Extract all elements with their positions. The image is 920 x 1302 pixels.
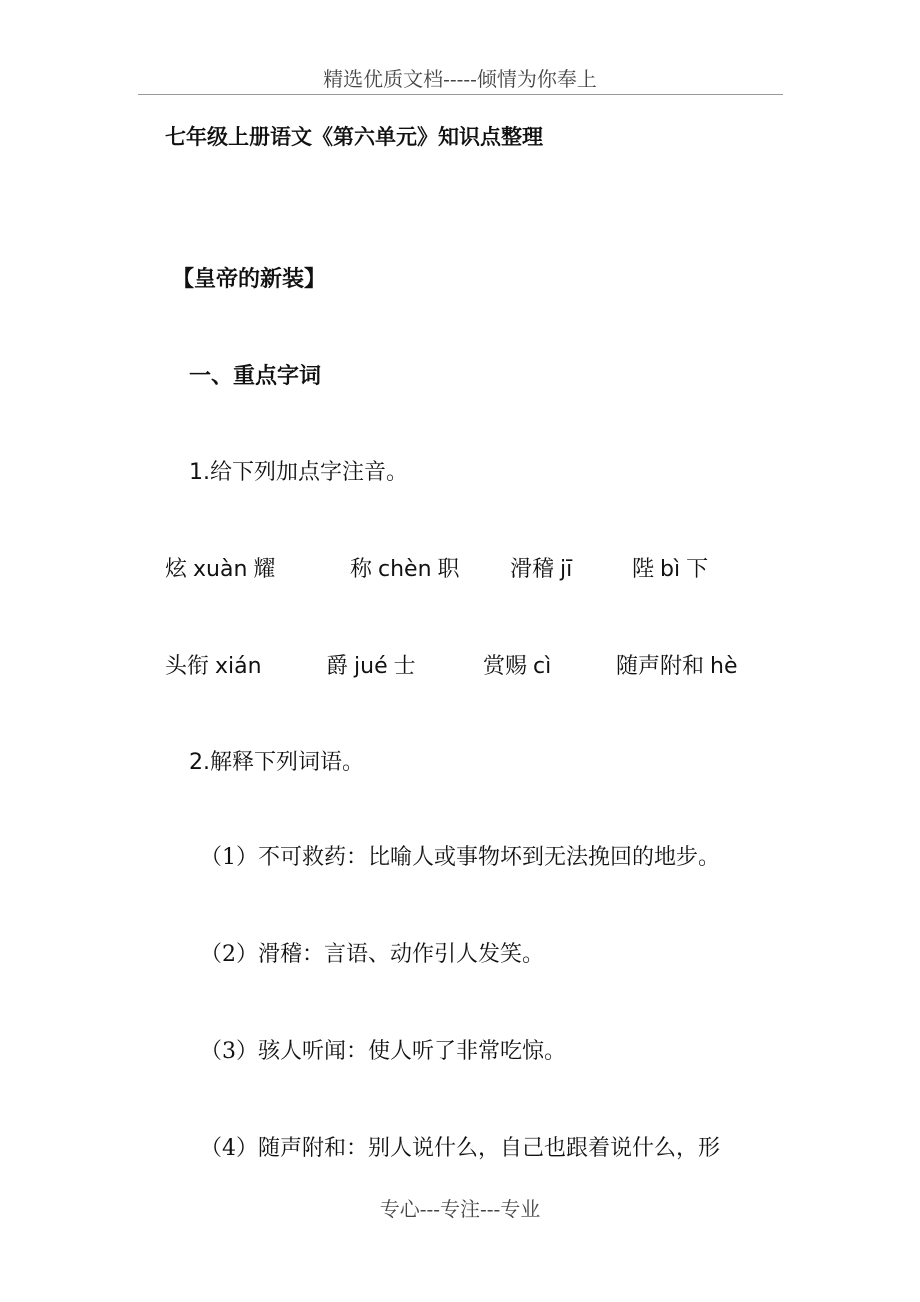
vocab-item — [326, 650, 416, 684]
pinyin: hè — [710, 654, 738, 679]
pinyin: jué — [354, 654, 388, 679]
pinyin: bì — [660, 557, 681, 582]
vocab-item — [483, 650, 557, 684]
question-1 — [189, 457, 408, 489]
question-1-text: 给下列加点字注音。 — [210, 460, 409, 485]
question-2-number: 2. — [189, 750, 210, 775]
definition-number: （3） — [200, 1039, 258, 1064]
page-footer: 专心---专注---专业 — [379, 1197, 541, 1221]
pinyin: xián — [215, 654, 262, 679]
vocab-row-2 — [0, 650, 920, 684]
definition-item — [200, 1036, 566, 1068]
vocab-item — [632, 553, 708, 587]
vocab-chars-before: 随声附和 — [616, 654, 705, 679]
definition-item — [200, 1133, 720, 1165]
vocab-chars-before: 炫 — [165, 557, 188, 582]
pinyin: cì — [533, 654, 552, 679]
vocab-chars-before: 陛 — [632, 557, 655, 582]
question-2-text: 解释下列词语。 — [210, 750, 365, 775]
vocab-chars-before: 赏赐 — [483, 654, 528, 679]
subsection-title: 一、重点字词 — [189, 364, 322, 389]
vocab-chars-after: 耀 — [253, 557, 276, 582]
definition-number: （1） — [200, 845, 258, 870]
vocab-chars-after: 下 — [686, 557, 709, 582]
question-1-number: 1. — [189, 460, 210, 485]
vocab-chars-after: 职 — [437, 557, 460, 582]
vocab-chars-before: 滑稽 — [510, 557, 555, 582]
definition-text: 滑稽：言语、动作引人发笑。 — [258, 942, 545, 967]
definition-text: 骇人听闻：使人听了非常吃惊。 — [258, 1039, 567, 1064]
pinyin: chèn — [378, 557, 432, 582]
section-title: 【皇帝的新装】 — [172, 267, 327, 292]
vocab-item — [510, 553, 578, 587]
definition-item — [200, 939, 544, 971]
vocab-row-1 — [0, 553, 920, 587]
pinyin: jī — [560, 557, 573, 582]
vocab-item — [165, 553, 275, 587]
vocab-item — [165, 650, 268, 684]
vocab-item — [616, 650, 744, 684]
definition-text: 不可救药：比喻人或事物坏到无法挽回的地步。 — [258, 845, 721, 870]
pinyin: xuàn — [193, 557, 248, 582]
definition-item — [200, 842, 720, 874]
question-2 — [189, 747, 364, 779]
definition-number: （4） — [200, 1136, 258, 1161]
definition-text: 随声附和：别人说什么，自己也跟着说什么，形 — [258, 1136, 721, 1161]
page-header: 精选优质文档-----倾情为你奉上 — [323, 67, 597, 91]
header-divider — [138, 94, 783, 95]
vocab-item — [350, 553, 460, 587]
vocab-chars-after: 士 — [393, 654, 416, 679]
document-title: 七年级上册语文《第六单元》知识点整理 — [165, 125, 543, 149]
vocab-chars-before: 头衔 — [165, 654, 210, 679]
definition-number: （2） — [200, 942, 258, 967]
vocab-chars-before: 称 — [350, 557, 373, 582]
vocab-chars-before: 爵 — [326, 654, 349, 679]
